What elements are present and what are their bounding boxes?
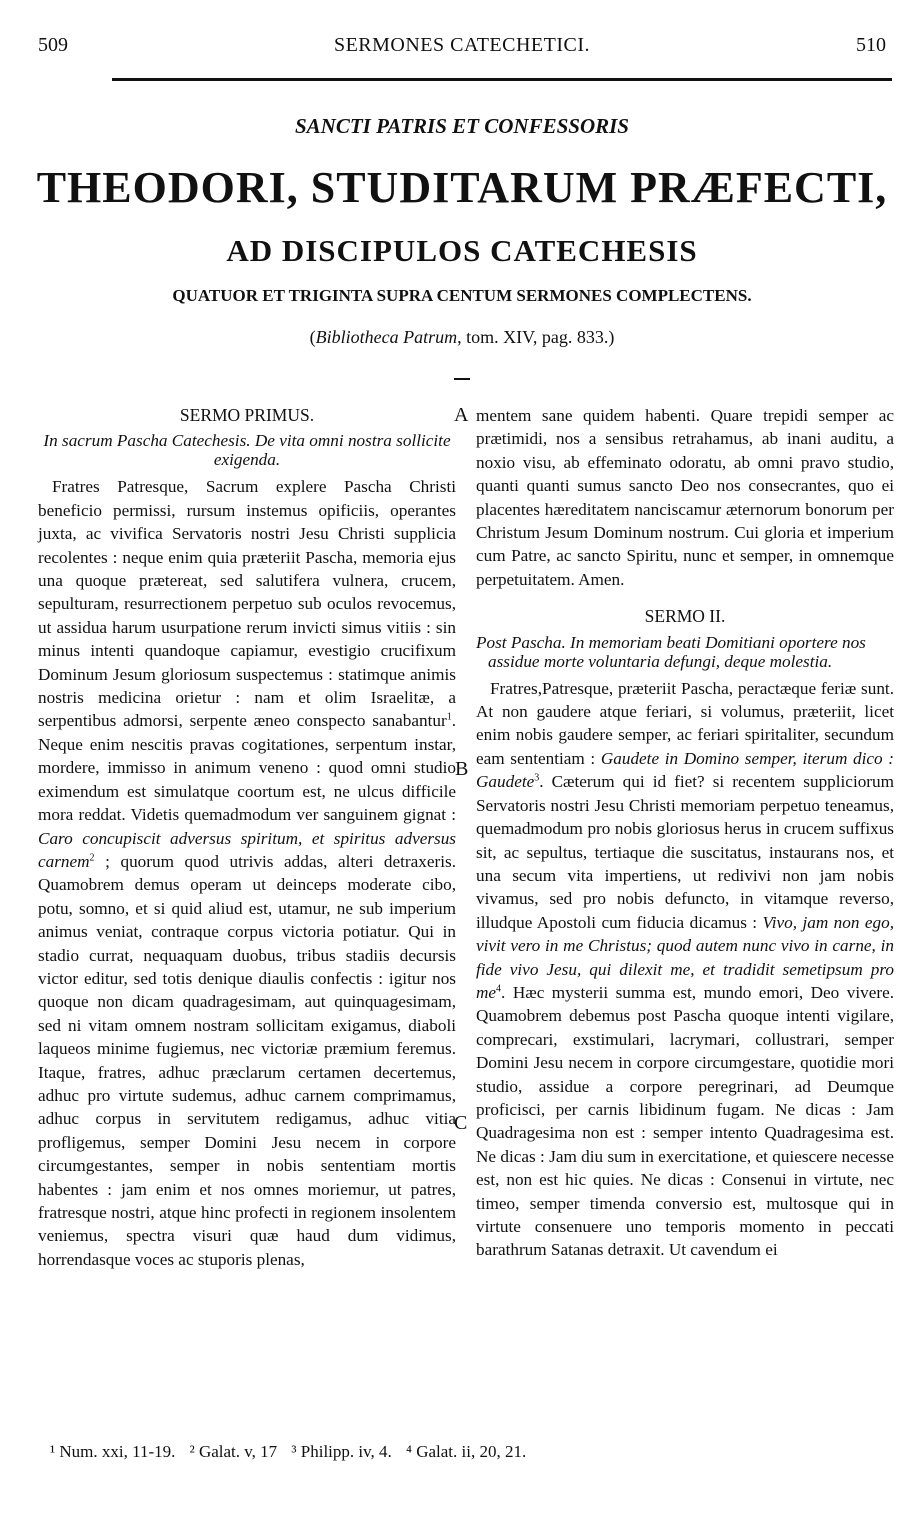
subtitle: AD DISCIPULOS CATECHESIS <box>226 233 698 268</box>
footnotes <box>50 1442 536 1462</box>
source-citation <box>0 327 924 348</box>
sermo-2-subheading: Post Pascha. In memoriam beati Domitiani oportere nos assidue morte voluntaria defungi, deque molestia. <box>476 632 866 671</box>
sermo-2-heading: SERMO II. <box>644 606 726 627</box>
running-title: SERMONES CATECHETICI. <box>333 34 591 56</box>
sermo-2-quote-2: Vivo, jam non ego, vivit vero in me Christus; quod autem nunc vivo in carne, in fide vivo Jesu, qui dilexit me, et tradidit semetipsum pro me <box>476 912 894 1002</box>
sermo-1-continuation: mentem sane quidem habenti. Quare trepidi semper ac prætimidi, nos a sensibus retrahamus, ab inani auditu, a noxio visu, ab effeminato odoratu, ab omni pravo studio, quanti quanti sumus sancto Deo nos consecrantes, quo ei placentes hæreditatem nanciscamur æternorum bonorum per Christum Jesum Dominum nostrum. Cui gloria et imperium cum Patre, ac sancto Spiritu, nunc et semper, in omnemque perpetuitatem. Amen. <box>476 406 894 589</box>
sermo-1-text-b: . Neque enim nescitis pravas cogitationes, serpentum instar, mordere, immisso in animum veneno : quod omni studio eximendum est simulatque coortum est, ne ulcus difficile mora reddat. Videtis quemadmodum ver sanguinem gignat : <box>38 711 456 825</box>
footnote-ref-4: 4 <box>496 983 502 995</box>
section-dash <box>454 378 470 380</box>
main-title: THEODORI, STUDITARUM PRÆFECTI, <box>36 163 888 212</box>
sermo-2-text-a: Fratres,Patresque, præteriit Pascha, peractæque feriæ sunt. At non gaudere atque feriari, si volumus, præteriit, licet enim nobis gaudere semper, ac feriari spiritaliter, secundum eam sententiam : <box>476 678 894 768</box>
footnote-3: ³ Philipp. iv, 4. <box>291 1442 392 1461</box>
sermo-2-paragraph <box>476 677 894 1262</box>
source-open: ( <box>309 327 316 347</box>
source-location: , tom. XIV, pag. 833.) <box>457 327 615 347</box>
footnote-ref-1: 1 <box>446 711 452 723</box>
sermo-2-quote-1: Gaudete in Domino semper, iterum dico : Gaudete <box>476 748 894 792</box>
footnote-4: ⁴ Galat. ii, 20, 21. <box>406 1442 527 1461</box>
sermo-1-paragraph <box>38 475 456 1271</box>
margin-letter-b: B <box>455 758 469 780</box>
footnote-ref-2: 2 <box>89 852 95 864</box>
margin-letter-c: C <box>454 1112 468 1134</box>
source-title: Bibliotheca Patrum <box>315 327 458 347</box>
sermo-1-subheading: In sacrum Pascha Catechesis. De vita omni nostra sollicite exigenda. <box>43 431 451 470</box>
page-number-left: 509 <box>38 34 68 56</box>
footnote-ref-3: 3 <box>534 772 540 784</box>
sermo-1-text-a: Fratres Patresque, Sacrum explere Pascha Christi beneficio permissi, rursum instemus opificiis, operantes juxta, ac vivifica Servatoris nostri Jesu Christi supplicia recolentes : neque enim quia præteriit Pascha, memoria ejus una quoque prætereat, sed salutifera vulnera, crucem, sepulturam, resurrectionem perpetuo sub oculos revocemus, ut assidua harum usurpatione rerum invicti simus vitiis : sin minus intenti quandoque capiamur, evestigio crucifixum Dominum Jesum gloriosum suspectemus : statimque animis nostris medicina orietur : nam et olim Israelitæ, a serpentibus admorsi, serpente æneo conspecto sanabantur <box>38 477 456 731</box>
sermo-1-quote: Caro concupiscit adversus spiritum, et spiritus adversus carnem <box>38 828 456 871</box>
sermo-1-text-c: ; quorum quod utrivis addas, alteri detraxeris. Quamobrem demus operam ut deinceps moderate cibo, potu, somno, et si quid aliud est, utamur, ne sub imperium animus veniat, contraque corpus victoria potiatur. Qui in stadio currat, nequaquam duobus, tribus stadiis decursis victor editur, sed totis denique diaulis confectis : igitur nos quoque non dicam quadragesimam, aut quinquagesimam, sed ni vitam omnem nostram sollicitam exigamus, diaboli laqueos minime fugiemus, nec victoriæ præmium feremus. Itaque, fratres, adhuc præclarum certamen decertemus, adhuc pro virtute sudemus, adhuc carnem comprimamus, adhuc corpus in servitutem redigamus, adhuc vitia profligemus, semper Domini Jesu necem in corpore circumgestantes, semper in nobis sententiam mortis habentes : jam enim et nos omnes moriemur, ut patres, fratresque nostri, atque hinc profecti in regionem insolentem veniemus, spectra visuri quæ haud dum vidimus, horrendasque voces ac stuporis plenas, <box>38 851 456 1269</box>
footnote-2: ² Galat. v, 17 <box>189 1442 278 1461</box>
right-column <box>476 404 894 1262</box>
sermo-1-heading: SERMO PRIMUS. <box>179 405 315 425</box>
page-number-right: 510 <box>856 34 886 56</box>
footnote-1: ¹ Num. xxi, 11-19. <box>50 1442 176 1461</box>
header-rule <box>112 78 892 81</box>
superscription: SANCTI PATRIS ET CONFESSORIS <box>295 114 629 138</box>
margin-letter-a: A <box>454 404 469 426</box>
sermo-2-text-c: . Hæc mysterii summa est, mundo emori, Deo vivere. Quamobrem debemus post Pascha quoque intenti vigilare, comprecari, exstimulari, lacrymari, collustrari, semper Domini Jesu necem in corpore circumgestare, quotidie mori studio, assidue a corpore peregrinari, ad Deumque proficisci, per carnis libidinum fugam. Ne dicas : Jam Quadragesima non est : semper intento Quadragesima est. Ne dicas : Jam diu sum in exercitatione, et quiescere necesse est, non est hic quies. Ne dicas : Consenui in virtute, nec timeo, semper timenda conversio est, multosque qui in virtute consenuere uno temporis momento in peccati barathrum Satanas detraxit. Ut cavendum ei <box>476 982 894 1260</box>
sermo-2-text-b: . Cæterum qui id fiet? si recentem suppliciorum Servatoris nostri Jesu Christi memoriam perpetuo teneamus, quemadmodum pro nobis gloriosus herus in crucem suffixus sit, ac sepultus, tertiaque die suscitatus, instaurans nos, et una secum vita impertiens, ut redivivi non jam nobis vivamus, sed pro nobis defuncto, in vitamque reverso, illudque Apostoli cum fiducia dicamus : <box>476 772 894 932</box>
left-column <box>38 404 456 1271</box>
subtitle-secondary: QUATUOR ET TRIGINTA SUPRA CENTUM SERMONES COMPLECTENS. <box>172 286 752 305</box>
